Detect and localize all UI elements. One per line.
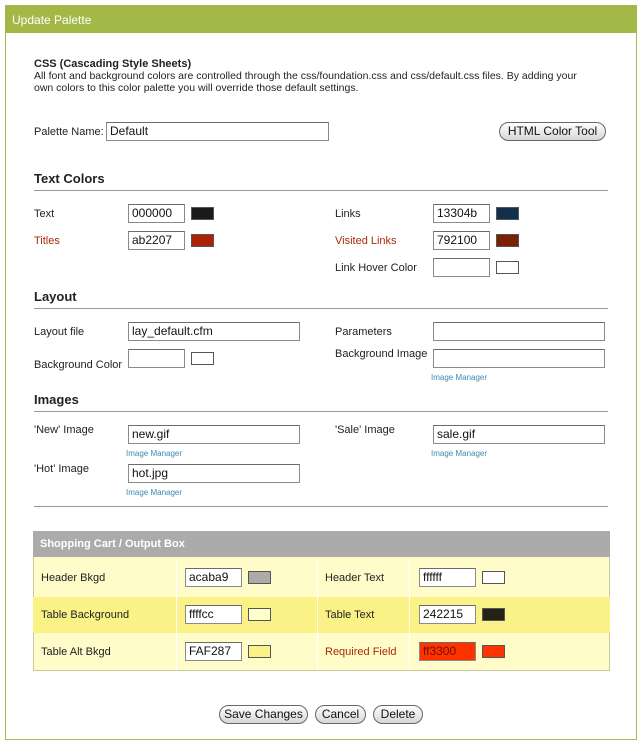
sale-image-manager-link[interactable]: Image Manager	[431, 449, 488, 458]
table-alt-bkgd-swatch	[248, 645, 271, 658]
link-hover-color-label: Link Hover Color	[335, 262, 417, 274]
new-image-label: 'New' Image	[34, 424, 94, 436]
header-bkgd-input[interactable]: acaba9	[185, 568, 242, 587]
background-image-input[interactable]	[433, 349, 605, 368]
header-text-label: Header Text	[325, 572, 385, 584]
titles-color-label: Titles	[34, 235, 60, 247]
required-field-label: Required Field	[325, 646, 397, 658]
window-title: Update Palette	[5, 5, 637, 33]
table-alt-bkgd-input[interactable]: FAF287	[185, 642, 242, 661]
layout-heading: Layout	[34, 289, 77, 304]
new-image-input[interactable]: new.gif	[128, 425, 300, 444]
text-color-label: Text	[34, 208, 55, 220]
background-color-label: Background Color	[34, 359, 123, 371]
table-background-label: Table Background	[41, 609, 130, 621]
divider	[34, 411, 608, 412]
column-divider	[317, 560, 318, 670]
palette-name-label: Palette Name:	[34, 126, 104, 138]
palette-name-input[interactable]: Default	[106, 122, 329, 141]
divider	[34, 506, 608, 507]
table-alt-bkgd-label: Table Alt Bkgd	[41, 646, 111, 658]
background-image-label: Background Image	[335, 348, 428, 360]
header-bkgd-label: Header Bkgd	[41, 572, 106, 584]
table-background-swatch	[248, 608, 271, 621]
visited-links-color-swatch	[496, 234, 519, 247]
text-color-input[interactable]: 000000	[128, 204, 185, 223]
visited-links-color-label: Visited Links	[335, 235, 397, 247]
divider	[34, 190, 608, 191]
required-field-input[interactable]: ff3300	[419, 642, 476, 661]
parameters-input[interactable]	[433, 322, 605, 341]
table-text-input[interactable]: 242215	[419, 605, 476, 624]
sale-image-input[interactable]: sale.gif	[433, 425, 605, 444]
delete-button[interactable]: Delete	[373, 705, 423, 724]
links-color-swatch	[496, 207, 519, 220]
divider	[34, 308, 608, 309]
intro-line-1: All font and background colors are controlled through the css/foundation.css and css/default.css files. By adding your	[34, 70, 577, 82]
link-hover-color-swatch	[496, 261, 519, 274]
parameters-label: Parameters	[335, 326, 392, 338]
hot-image-label: 'Hot' Image	[34, 463, 89, 475]
links-color-input[interactable]: 13304b	[433, 204, 490, 223]
background-color-input[interactable]	[128, 349, 185, 368]
text-color-swatch	[191, 207, 214, 220]
table-text-swatch	[482, 608, 505, 621]
images-heading: Images	[34, 392, 79, 407]
layout-file-input[interactable]: lay_default.cfm	[128, 322, 300, 341]
text-colors-heading: Text Colors	[34, 171, 105, 186]
column-divider	[176, 560, 177, 670]
hot-image-manager-link[interactable]: Image Manager	[126, 488, 183, 497]
header-text-input[interactable]: ffffff	[419, 568, 476, 587]
sale-image-label: 'Sale' Image	[335, 424, 395, 436]
background-color-swatch	[191, 352, 214, 365]
shopping-cart-heading: Shopping Cart / Output Box	[33, 531, 610, 557]
table-text-label: Table Text	[325, 609, 375, 621]
header-bkgd-swatch	[248, 571, 271, 584]
background-image-manager-link[interactable]: Image Manager	[431, 373, 488, 382]
visited-links-color-input[interactable]: 792100	[433, 231, 490, 250]
titles-color-swatch	[191, 234, 214, 247]
links-color-label: Links	[335, 208, 361, 220]
hot-image-input[interactable]: hot.jpg	[128, 464, 300, 483]
save-changes-button[interactable]: Save Changes	[219, 705, 308, 724]
intro-heading: CSS (Cascading Style Sheets)	[34, 58, 192, 70]
intro-line-2: own colors to this color palette you will override those default settings.	[34, 82, 359, 94]
link-hover-color-input[interactable]	[433, 258, 490, 277]
new-image-manager-link[interactable]: Image Manager	[126, 449, 183, 458]
layout-file-label: Layout file	[34, 326, 85, 338]
cancel-button[interactable]: Cancel	[315, 705, 366, 724]
required-field-swatch	[482, 645, 505, 658]
header-text-swatch	[482, 571, 505, 584]
table-background-input[interactable]: ffffcc	[185, 605, 242, 624]
titles-color-input[interactable]: ab2207	[128, 231, 185, 250]
html-color-tool-button[interactable]: HTML Color Tool	[499, 122, 606, 141]
column-divider	[409, 560, 410, 670]
